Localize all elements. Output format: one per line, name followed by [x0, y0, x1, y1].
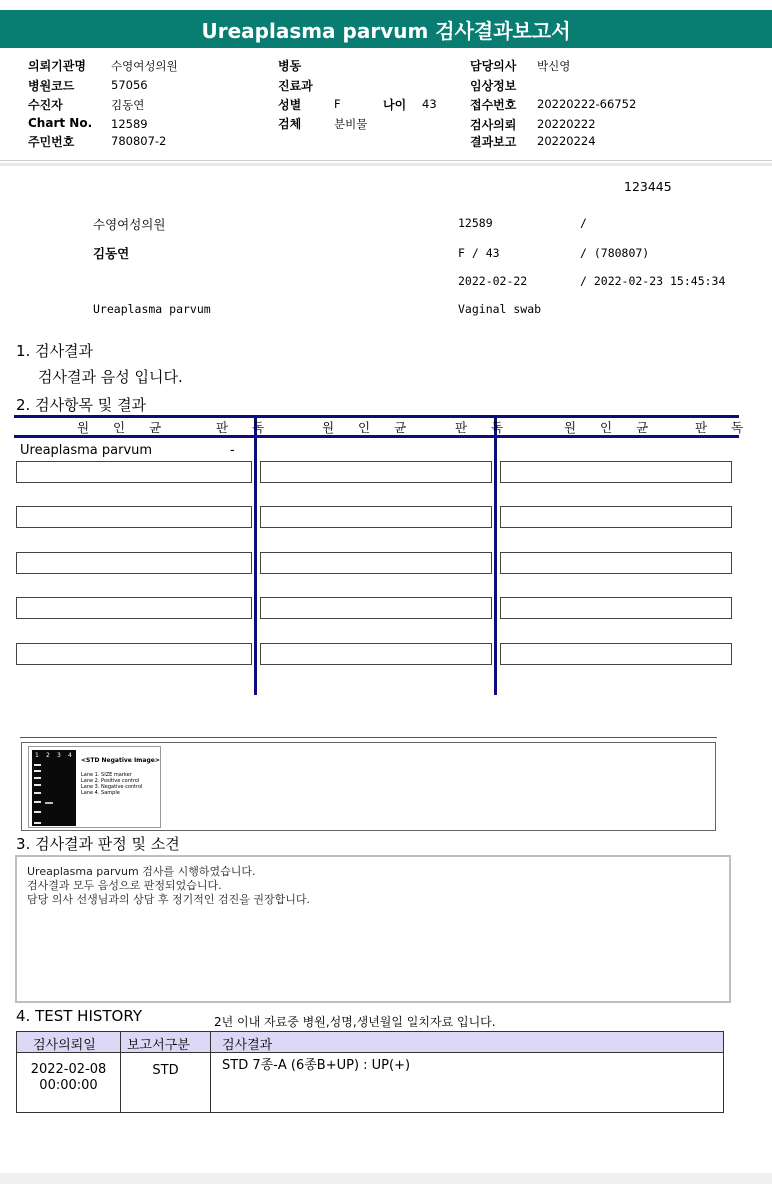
- results-table: [14, 415, 754, 695]
- table-column-divider: [254, 415, 257, 695]
- history-col-type: 보고서구분: [127, 1038, 190, 1053]
- ward-label: 병동: [278, 59, 302, 73]
- empty-result-cell: [500, 552, 732, 574]
- patient-specimen: Vaginal swab: [458, 302, 542, 316]
- empty-result-cell: [500, 597, 732, 619]
- empty-result-cell: [260, 552, 492, 574]
- history-result: STD 7종-A (6종B+UP) : UP(+): [222, 1058, 411, 1073]
- lane-number: 3: [57, 752, 61, 759]
- doctor-value: 박신영: [537, 59, 571, 73]
- empty-result-cell: [260, 461, 492, 483]
- section-4-title: 4. TEST HISTORY: [16, 1007, 142, 1025]
- empty-result-cell: [500, 643, 732, 665]
- empty-result-cell: [260, 506, 492, 528]
- gel-caption-line: Lane 3. Negative control: [81, 784, 143, 790]
- empty-result-cell: [260, 643, 492, 665]
- report-title: Ureaplasma parvum 검사결과보고서: [0, 10, 772, 48]
- department-label: 진료과: [278, 79, 313, 93]
- specimen-value: 분비물: [334, 117, 368, 131]
- doctor-label: 담당의사: [470, 59, 517, 73]
- history-date: 2022-02-08: [30, 1062, 107, 1077]
- hospital-value: 수영여성의원: [111, 59, 178, 73]
- marker-band: [34, 764, 41, 766]
- history-type: STD: [152, 1063, 179, 1078]
- marker-band: [34, 770, 41, 772]
- opinion-line: Ureaplasma parvum 검사를 시행하였습니다.: [27, 865, 256, 878]
- patient-hospital: 수영여성의원: [93, 217, 166, 232]
- empty-result-cell: [16, 552, 252, 574]
- column-header-judgment: 판 독: [455, 420, 514, 435]
- opinion-box: [15, 855, 731, 1003]
- marker-band: [34, 801, 41, 803]
- request-date-value: 20220222: [537, 117, 596, 131]
- column-header-pathogen: 원 인 균: [564, 420, 659, 435]
- patient-name: 김동연: [93, 246, 130, 261]
- overall-result-text: 검사결과 음성 입니다.: [38, 368, 183, 386]
- empty-result-cell: [16, 461, 252, 483]
- patient-birth: / (780807): [580, 246, 650, 260]
- receipt-no-value: 20220222-66752: [537, 97, 637, 111]
- chart-no-label: Chart No.: [28, 116, 93, 130]
- gel-caption-line: Lane 1. SIZE marker: [81, 772, 132, 778]
- hospital-code-label: 병원코드: [28, 79, 75, 93]
- history-col-date: 검사의뢰일: [33, 1038, 96, 1053]
- section-1-title: 1. 검사결과: [16, 342, 94, 360]
- empty-result-cell: [260, 597, 492, 619]
- history-column-divider: [210, 1032, 211, 1112]
- test-item-name: Ureaplasma parvum: [20, 443, 153, 458]
- hospital-label: 의뢰기관명: [28, 59, 86, 73]
- gel-image-panel: [21, 742, 716, 831]
- lane-number: 1: [35, 752, 39, 759]
- request-date-label: 검사의뢰: [470, 118, 517, 132]
- column-header-pathogen: 원 인 균: [322, 420, 417, 435]
- page-footer: [0, 1173, 772, 1184]
- marker-band: [34, 822, 41, 824]
- patient-request-date: 2022-02-22: [458, 274, 528, 288]
- lane-number: 2: [46, 752, 50, 759]
- empty-result-cell: [500, 506, 732, 528]
- history-col-result: 검사결과: [222, 1038, 273, 1053]
- opinion-line: 담당 의사 선생님과의 상담 후 정기적인 검진을 권장합니다.: [27, 893, 310, 906]
- gel-caption-line: Lane 2. Positive control: [81, 778, 140, 784]
- patient-slash: /: [580, 216, 587, 230]
- marker-band: [34, 784, 41, 786]
- rrn-value: 780807-2: [111, 134, 167, 148]
- report-date-value: 20220224: [537, 134, 596, 148]
- patient-label: 수진자: [28, 98, 63, 112]
- table-column-divider: [494, 415, 497, 695]
- gel-image-card: [28, 746, 161, 828]
- gel-electrophoresis-image: [32, 750, 76, 826]
- marker-band: [34, 811, 41, 813]
- test-item-result: -: [230, 443, 235, 458]
- sex-value: F: [334, 97, 341, 111]
- age-value: 43: [422, 97, 437, 111]
- section-3-title: 3. 검사결과 판정 및 소견: [16, 835, 180, 853]
- marker-band: [34, 792, 41, 794]
- column-header-judgment: 판 독: [695, 420, 754, 435]
- hospital-code-value: 57056: [111, 78, 148, 92]
- empty-result-cell: [16, 643, 252, 665]
- empty-result-cell: [16, 506, 252, 528]
- report-id-number: 123445: [624, 179, 672, 194]
- patient-report-datetime: / 2022-02-23 15:45:34: [580, 274, 726, 288]
- sex-label: 성별: [278, 98, 302, 112]
- opinion-line: 검사결과 모두 음성으로 판정되었습니다.: [27, 879, 222, 892]
- lane-number: 4: [68, 752, 72, 759]
- history-header-row: [17, 1032, 723, 1053]
- patient-value: 김동연: [111, 98, 145, 112]
- gel-caption-line: Lane 4. Sample: [81, 790, 120, 796]
- column-header-judgment: 판 독: [216, 420, 275, 435]
- report-date-label: 결과보고: [470, 135, 517, 149]
- patient-chart: 12589: [458, 216, 493, 230]
- specimen-label: 검체: [278, 117, 302, 131]
- gel-caption-title: <STD Negative Image>: [81, 757, 160, 764]
- column-header-pathogen: 원 인 균: [77, 420, 172, 435]
- history-table: [16, 1031, 724, 1113]
- image-divider: [20, 737, 717, 738]
- receipt-no-label: 접수번호: [470, 98, 517, 112]
- header-divider: [0, 160, 772, 166]
- clinical-info-label: 임상정보: [470, 79, 517, 93]
- history-time: 00:00:00: [39, 1078, 98, 1093]
- marker-band: [34, 777, 41, 779]
- empty-result-cell: [16, 597, 252, 619]
- positive-control-band: [45, 802, 53, 804]
- section-2-title: 2. 검사항목 및 결과: [16, 396, 147, 414]
- chart-no-value: 12589: [111, 117, 148, 131]
- patient-sex-age: F / 43: [458, 246, 500, 260]
- patient-test-name: Ureaplasma parvum: [93, 302, 211, 316]
- rrn-label: 주민번호: [28, 135, 75, 149]
- age-label: 나이: [383, 98, 407, 112]
- empty-result-cell: [500, 461, 732, 483]
- history-note: 2년 이내 자료중 병원,성명,생년월일 일치자료 입니다.: [214, 1015, 496, 1029]
